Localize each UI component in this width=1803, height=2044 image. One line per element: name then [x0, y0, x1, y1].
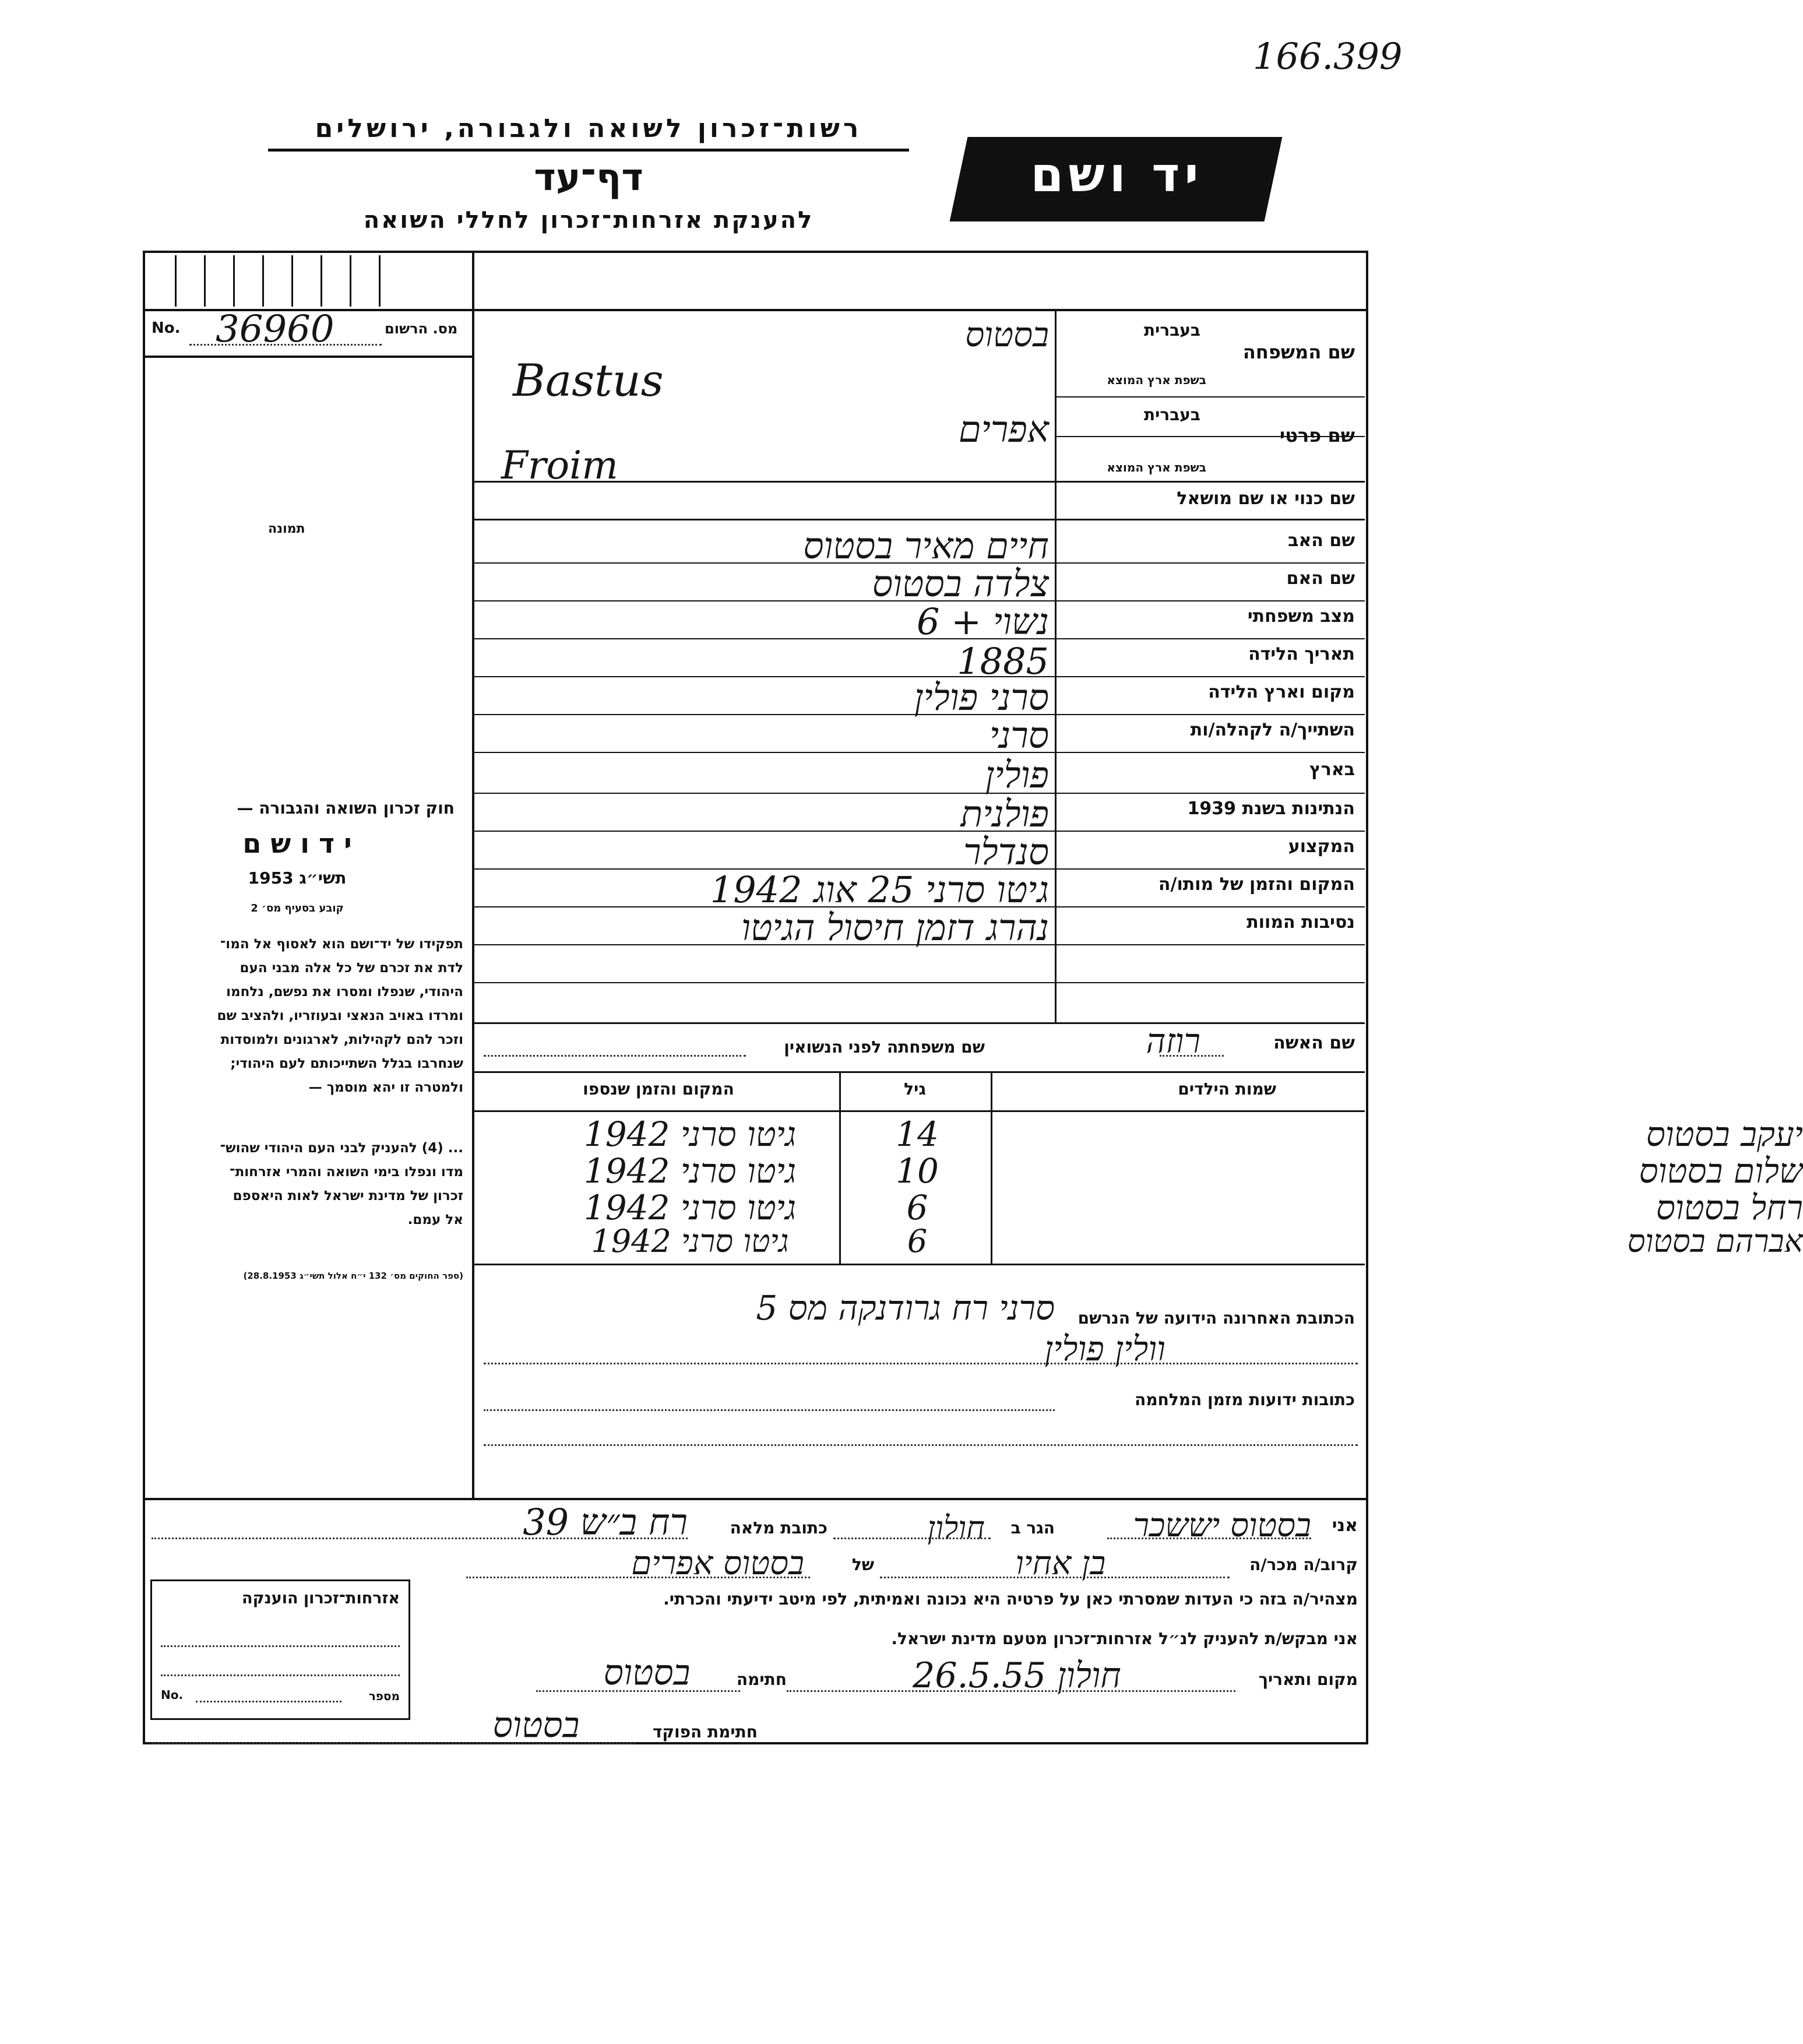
- law-year: תשי״ג 1953: [248, 868, 347, 888]
- citizenship-number-label: מספר: [368, 1689, 400, 1703]
- citizenship-1939-value: פולנית: [960, 793, 1049, 835]
- table-row: [474, 1223, 1803, 1262]
- law-line: ... (4) להעניק לבני העם היהודי שהוש־: [220, 1141, 463, 1156]
- law-line: היהודי, שנפלו ומסרו את נפשם, נלחמו: [226, 984, 463, 1000]
- profession-label: המקצוע: [1288, 836, 1355, 857]
- law-title: חוק זכרון השואה והגבורה —: [237, 798, 455, 818]
- yad-vashem-logo: [950, 137, 1283, 221]
- law-line: שנחרבו בגלל השתייכותם לעם היהודי;: [230, 1056, 463, 1071]
- child-age: 10: [896, 1151, 939, 1191]
- child-name: יעקב בסטוס: [1646, 1114, 1803, 1154]
- table-row: [474, 1114, 1803, 1154]
- child-place-time: גיטו סרני 1942: [591, 1223, 789, 1260]
- signature-value: בסטוס: [603, 1652, 691, 1693]
- registration-label: מס. הרשום: [385, 321, 458, 337]
- photo-label: תמונה: [268, 522, 305, 536]
- institution-name: רשות־זכרון לשואה ולגבורה, ירושלים: [315, 114, 862, 143]
- law-line: תפקידו של יד־ושם הוא לאסוף אל המו־: [220, 937, 463, 952]
- family-name-hebrew: בסטוס: [965, 315, 1049, 354]
- law-line: ולמטרה זו יהא מוסמך —: [308, 1080, 463, 1095]
- birth-place-label: מקום וארץ הלידה: [1208, 682, 1355, 702]
- mother-label: שם האם: [1286, 568, 1355, 589]
- resident-of-label: הגר ב: [1010, 1518, 1055, 1538]
- father-value: חיים מאיר בסטוס: [803, 525, 1049, 567]
- table-row: [474, 1188, 1803, 1227]
- wife-name-value: רוזה: [1146, 1021, 1200, 1061]
- table-row: [474, 1151, 1803, 1191]
- father-label: שם האב: [1288, 530, 1355, 551]
- law-line: אל עמם.: [407, 1212, 463, 1227]
- law-name: י ד ו ש ם: [242, 828, 352, 859]
- given-name-origin: Froim: [501, 443, 618, 488]
- child-place-time: גיטו סרני 1942: [583, 1114, 797, 1154]
- registration-grid: [149, 255, 466, 307]
- child-place-time: גיטו סרני 1942: [583, 1151, 797, 1191]
- child-place-time: גיטו סרני 1942: [583, 1188, 797, 1227]
- signature-label: חתימה: [736, 1670, 787, 1689]
- death-place-time-value: גיטו סרני 25 אוג 1942: [710, 868, 1049, 911]
- child-age: 6: [907, 1223, 928, 1260]
- place-date-value: חולון 26.5.55: [913, 1655, 1121, 1696]
- family-name-label: שם המשפחה: [1242, 341, 1355, 363]
- child-name: רחל בסטוס: [1656, 1188, 1803, 1227]
- citizenship-granted-title: אזרחות־זכרון הוענקה: [242, 1589, 400, 1607]
- official-signature-value: בסטוס: [492, 1705, 580, 1746]
- marital-status-value: נשוי + 6: [917, 600, 1049, 643]
- family-name-origin-label: בשפת ארץ המוצא: [1107, 373, 1206, 387]
- citizenship-granted-box: [150, 1579, 410, 1720]
- law-line: וזכר להם לקהילות, לארגונים ולמוסדות: [220, 1032, 463, 1047]
- marital-status-label: מצב משפחתי: [1247, 606, 1355, 627]
- law-line: ומרדו באויב הנאצי ובעוזריו, ולהציב שם: [217, 1008, 463, 1023]
- law-line: מדו ונפלו בימי השואה והמרי אזרחות־: [230, 1165, 463, 1180]
- full-address-value: רח ב״ש 39: [523, 1501, 688, 1543]
- mother-value: צלדה בסטוס: [872, 562, 1049, 605]
- declaration-request: אני מבקש/ת להעניק לנ״ל אזרחות־זכרון מטעם מדינת ישראל.: [891, 1629, 1358, 1648]
- last-address-value-1: סרני רח גרודנקה מס 5: [756, 1288, 1055, 1328]
- declarant-label: אני: [1332, 1515, 1358, 1536]
- birth-date-label: תאריך הלידה: [1248, 644, 1355, 664]
- citizenship-no-label: No.: [161, 1688, 184, 1702]
- form-subtitle: להענקת אזרחות־זכרון לחללי השואה: [363, 207, 814, 234]
- children-place-time-header: המקום והזמן שנספו: [583, 1079, 734, 1099]
- nickname-label: שם כנוי או שם מושאל: [1177, 488, 1355, 509]
- cause-of-death-label: נסיבות המוות: [1246, 912, 1355, 933]
- official-signature-label: חתימת הפוקד: [652, 1722, 758, 1742]
- form-title: דף־עד: [534, 156, 643, 199]
- family-name-origin: Bastus: [513, 354, 664, 406]
- law-line: זכרון של מדינת ישראל לאות היאספם: [233, 1188, 463, 1204]
- of-value: בסטוס אפרים: [631, 1545, 804, 1582]
- logo-text: יד ושם: [1030, 147, 1203, 203]
- place-date-label: מקום ותאריך: [1258, 1670, 1358, 1689]
- children-age-header: גיל: [904, 1079, 926, 1099]
- family-name-hebrew-label: בעברית: [1143, 321, 1200, 340]
- given-name-label: שם פרטי: [1279, 424, 1355, 446]
- relative-label: קרוב/ה מכר/ה: [1249, 1555, 1358, 1574]
- registration-number: 36960: [216, 308, 334, 351]
- law-paragraph-2: [149, 1137, 463, 1232]
- relative-value: בן אחיו: [1015, 1545, 1106, 1582]
- wife-name-label: שם האשה: [1273, 1033, 1355, 1053]
- child-name: שלום בסטוס: [1639, 1151, 1803, 1191]
- last-address-value-2: וולין פולין: [1044, 1329, 1165, 1368]
- children-names-header: שמות הילדים: [1178, 1079, 1276, 1099]
- child-name: אברהם בסטוס: [1627, 1223, 1803, 1260]
- profession-value: סנדלר: [963, 831, 1049, 873]
- death-place-time-label: המקום והזמן של מותו/ה: [1158, 874, 1355, 895]
- last-address-label: הכתובת האחרונה הידועה של הנרשם: [1077, 1308, 1355, 1328]
- birth-place-value: סרני פולין: [914, 676, 1049, 719]
- declarant-name: בסטוס יששכר: [1133, 1507, 1311, 1545]
- declaration-statement: מצהיר/ה בזה כי העדות שמסרתי כאן על פרטיה היא נכונה ואמיתית, לפי מיטב ידיעתי והכרתי.: [663, 1589, 1358, 1609]
- of-label: של: [851, 1555, 874, 1574]
- country-value: פולין: [985, 754, 1049, 796]
- wife-maiden-name-label: שם משפחתה לפני הנשואין: [784, 1037, 985, 1057]
- cause-of-death-value: נהרג דזמן חיסול הגיטו: [741, 906, 1049, 949]
- full-address-label: כתובת מלאה: [730, 1518, 827, 1538]
- country-label: בארץ: [1309, 759, 1355, 780]
- citizenship-1939-label: הנתינות בשנת 1939: [1187, 798, 1355, 819]
- law-line: לדת את זכרם של כל אלה מבני העם: [240, 961, 463, 976]
- law-citation: (ספר החוקים מס׳ 132 י״ח אלול תשי״ג 28.8.1953): [243, 1271, 463, 1281]
- given-name-origin-label: בשפת ארץ המוצא: [1107, 460, 1206, 474]
- community-label: השתייך/ה לקהלה/ות: [1190, 720, 1355, 740]
- law-paragraph-1: [149, 933, 463, 1100]
- law-clause: קובע בסעיף מס׳ 2: [251, 902, 344, 914]
- given-name-hebrew-label: בעברית: [1143, 405, 1200, 424]
- given-name-hebrew: אפרים: [958, 408, 1049, 451]
- birth-date-value: 1885: [957, 640, 1049, 682]
- child-age: 6: [906, 1188, 928, 1227]
- wartime-addresses-label: כתובות ידועות מזמן המלחמה: [1135, 1390, 1355, 1409]
- community-value: סרני: [989, 714, 1049, 757]
- child-age: 14: [896, 1114, 939, 1154]
- resident-of-value: חולון: [927, 1510, 985, 1546]
- file-number: 166.399: [1253, 35, 1403, 78]
- registration-no-label: No.: [152, 319, 181, 337]
